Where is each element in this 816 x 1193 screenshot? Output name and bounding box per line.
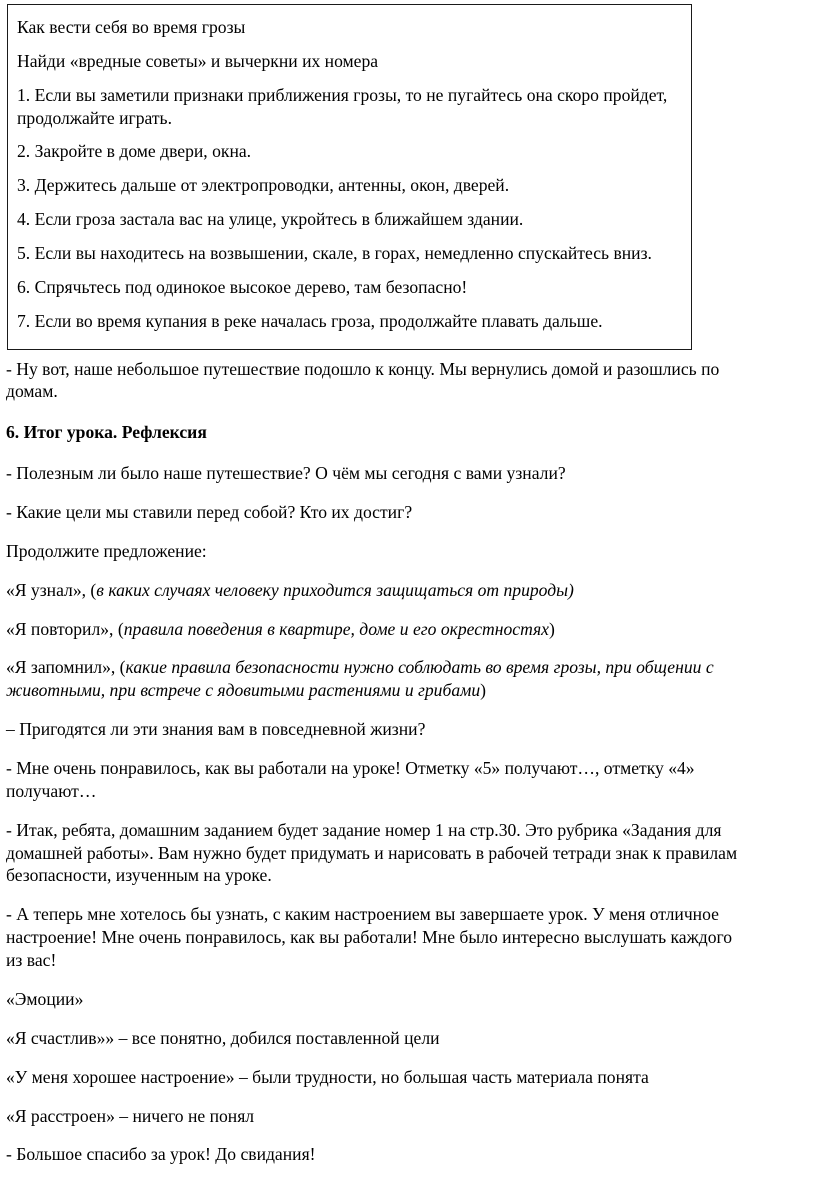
praise-and-marks: - Мне очень понравилось, как вы работали на уроке! Отметку «5» получают…, отметку «4» получают… [6, 758, 695, 801]
farewell-message: - Большое спасибо за урок! До свидания! [6, 1144, 316, 1165]
homework-assignment: - Итак, ребята, домашним заданием будет задание номер 1 на стр.30. Это рубрика «Задания для домашней работы». Вам нужно будет придумать и нарисовать в рабочей тетради знак к правилам безопасности, изученным на уроке. [6, 819, 738, 886]
tip-item-4: 4. Если гроза застала вас на улице, укройтесь в ближайшем здании. [17, 209, 524, 230]
lesson-body [4, 350, 780, 1175]
reflection-memorized-prefix: «Я запомнил», ( [6, 657, 126, 678]
emotions-title: «Эмоции» [6, 988, 84, 1009]
emotion-upset: «Я расстроен» – ничего не понял [6, 1105, 255, 1126]
reflection-memorized [6, 648, 744, 710]
reflection-memorized-italic: какие правила безопасности нужно соблюдать во время грозы, при общении с животными, при встрече с ядовитыми растениями и грибами [6, 657, 714, 701]
emotion-good-mood: «У меня хорошее настроение» – были трудности, но большая часть материала понята [6, 1066, 649, 1087]
reflection-repeated-suffix: ) [548, 618, 555, 639]
tip-box-instruction: Найди «вредные советы» и вычеркни их номера [17, 50, 379, 71]
tip-item-6: 6. Спрячьтесь под одинокое высокое дерево, там безопасно! [17, 276, 468, 297]
closing-trip-paragraph: - Ну вот, наше небольшое путешествие подошло к концу. Мы вернулись домой и разошлись по домам. [6, 358, 720, 402]
tip-item-3: 3. Держитесь дальше от электропроводки, антенны, окон, дверей. [17, 175, 510, 196]
section-heading-lesson-summary: 6. Итог урока. Рефлексия [6, 422, 207, 443]
mood-introduction: - А теперь мне хотелось бы узнать, с каким настроением вы завершаете урок. У меня отличное настроение! Мне очень понравилось, как вы работали! Мне было интересно выслушать каждого из вас! [6, 904, 733, 971]
reflection-repeated-italic: правила поведения в квартире, доме и его окрестностях [123, 618, 549, 639]
reflection-learned-italic: в каких случаях человеку приходится защищаться от природы) [96, 579, 574, 600]
tip-item-7: 7. Если во время купания в реке началась гроза, продолжайте плавать дальше. [17, 310, 603, 331]
tip-item-2: 2. Закройте в доме двери, окна. [17, 141, 252, 162]
question-everyday-life: – Пригодятся ли эти знания вам в повседневной жизни? [6, 719, 426, 740]
question-was-useful: - Полезным ли было наше путешествие? О чём мы сегодня с вами узнали? [6, 463, 566, 484]
tip-item-5: 5. Если вы находитесь на возвышении, скале, в горах, немедленно спускайтесь вниз. [17, 243, 652, 264]
reflection-memorized-suffix: ) [480, 680, 487, 701]
reflection-repeated [6, 610, 744, 649]
question-goals: - Какие цели мы ставили перед собой? Кто их достиг? [6, 502, 413, 523]
document-page [0, 4, 816, 1193]
reflection-learned [6, 571, 744, 610]
tip-item-1: 1. Если вы заметили признаки приближения грозы, то не пугайтесь она скоро пройдет, продолжайте играть. [17, 84, 668, 128]
tip-box-title: Как вести себя во время грозы [17, 17, 246, 37]
reflection-repeated-prefix: «Я повторил», ( [6, 618, 124, 639]
continue-sentence-prompt: Продолжите предложение: [6, 540, 207, 561]
thunderstorm-tips-box [7, 4, 692, 350]
reflection-learned-prefix: «Я узнал», ( [6, 579, 97, 600]
emotion-happy: «Я счастлив»» – все понятно, добился поставленной цели [6, 1027, 440, 1048]
